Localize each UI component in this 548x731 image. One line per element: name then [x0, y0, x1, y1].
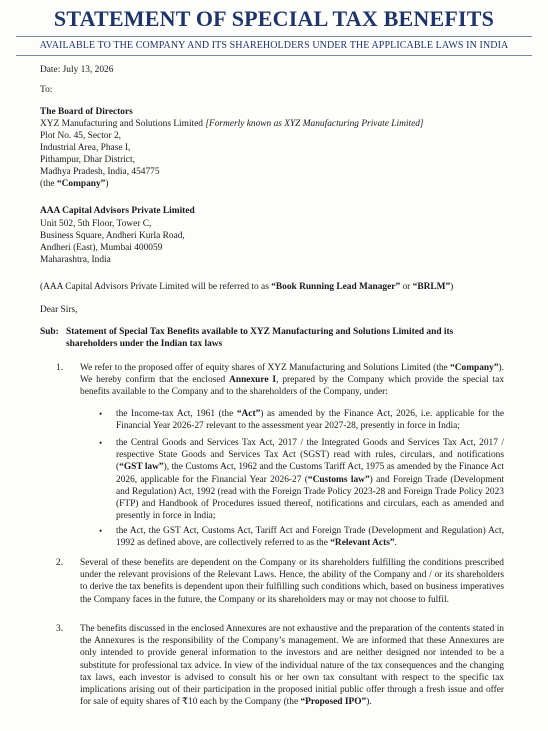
brlm-address-line: Maharashtra, India: [40, 255, 111, 265]
paragraph-number: 3.: [56, 624, 64, 634]
defined-term: “GST law”: [119, 462, 164, 473]
paragraph-3: The benefits discussed in the enclosed Annexures are not exhaustive and the preparation of the contents stated in the Annexures is the responsibility of the Company’s management. We are informed that these Annexures are only intended to provide general information to the investors and are neither designed nor intended to be a substitute for professional tax advice. In view of the individual nature of the tax consequences and the changing tax laws, each investor is advised to consult his or her own tax consultant with respect to the specific tax implications arising out of their participation in the proposed initial public offer through a fresh issue and offer for sale of equity shares of ₹10 each by the Company (the “Proposed IPO”).: [80, 624, 504, 708]
paragraph-1: We refer to the proposed offer of equity shares of XYZ Manufacturing and Solutions Limited (the “Company”). We hereby confirm that the enclosed Annexure I, prepared by the Company which provide the special tax benefits available to the Company and to the shareholders of the Company, under:: [80, 363, 505, 398]
bullet-marker: •: [99, 438, 103, 448]
letter-date: Date: July 13, 2026: [40, 65, 114, 75]
document-title: STATEMENT OF SPECIAL TAX BENEFITS: [53, 6, 495, 31]
defined-term: “Act”: [236, 409, 261, 419]
defined-term: “Proposed IPO”: [300, 697, 367, 708]
brlm-address-line: Andheri (East), Mumbai 400059: [40, 243, 163, 253]
defined-term: “Relevant Acts”: [330, 538, 395, 549]
defined-term: Annexure I: [229, 375, 277, 386]
addressee-address-line: Plot No. 45, Sector 2,: [40, 131, 121, 141]
addressee-heading: The Board of Directors: [40, 107, 133, 117]
addressee-address-line: Industrial Area, Phase I,: [40, 143, 131, 153]
company-definition: (the “Company”): [40, 179, 109, 189]
title-divider-bottom: [16, 55, 532, 56]
paragraph-number: 2.: [56, 558, 64, 568]
subject-label: Sub:: [40, 327, 59, 337]
brlm-address-line: Business Square, Andheri Kurla Road,: [40, 231, 185, 241]
document-subtitle: AVAILABLE TO THE COMPANY AND ITS SHAREHOLDERS UNDER THE APPLICABLE LAWS IN INDIA: [39, 40, 509, 51]
paragraph-2: Several of these benefits are dependent on the Company or its shareholders fulfilling the conditions prescribed under the relevant provisions of the Relevant Laws. Hence, the ability of the Company and / or its shareholders to derive the tax benefits is dependent upon their fulfilling such conditions which, based on business imperatives the Company faces in the future, the Company or its shareholders may or may not choose to fulfil.: [80, 558, 504, 605]
salutation: Dear Sirs,: [40, 305, 78, 315]
brlm-address-line: Unit 502, 5th Floor, Tower C,: [40, 219, 152, 229]
defined-term: “Company”: [450, 363, 499, 373]
brlm-definition: (AAA Capital Advisors Private Limited will be referred to as “Book Running Lead Manager” or “BRLM”): [40, 282, 454, 292]
defined-term: “Customs law”: [307, 474, 370, 485]
paragraph-number: 1.: [56, 363, 64, 373]
defined-term: “Book Running Lead Manager”: [271, 282, 401, 292]
addressee-formerly-known: [Formerly known as XYZ Manufacturing Private Limited]: [205, 119, 424, 129]
addressee-company-line: [40, 118, 424, 130]
defined-term: “Company”: [56, 179, 106, 189]
bullet-marker: •: [99, 409, 103, 419]
addressee-company-name: XYZ Manufacturing and Solutions Limited: [40, 119, 206, 129]
bullet-item-3: the Act, the GST Act, Customs Act, Tariff Act and Foreign Trade (Development and Regulation) Act, 1992 as defined above, are collectively referred to as the “Relevant Acts”.: [116, 526, 504, 549]
letter-to: To:: [40, 85, 53, 95]
subject-line: shareholders under the Indian tax laws: [66, 339, 223, 349]
addressee-address-line: Pithampur, Dhar District,: [40, 155, 135, 165]
bullet-item-1: the Income-tax Act, 1961 (the “Act”) as amended by the Finance Act, 2026, i.e. applicable for the Financial Year 2026-27 relevant to the assessment year 2027-28, presently in force in India;: [116, 409, 504, 432]
addressee-address-line: Madhya Pradesh, India, 454775: [40, 167, 160, 177]
brlm-heading: AAA Capital Advisors Private Limited: [40, 206, 195, 216]
bullet-item-2: the Central Goods and Services Tax Act, 2017 / the Integrated Goods and Services Tax Act, 2017 / respective State Goods and Services Tax Act (SGST) read with rules, circulars, and notifications (“GST law”), the Customs Act, 1962 and the Customs Tariff Act, 1975 as amended by the Finance Act 2026, applicable for the Financial Year 2026-27 (“Customs law”) and Foreign Trade (Development and Regulation) Act, 1992 (read with the Foreign Trade Policy 2023-28 and Foreign Trade Policy 2023 (FTP) and Handbook of Procedures issued thereof, notifications and circulars, each as amended and presently in force in India;: [116, 438, 505, 522]
title-divider-top: [16, 36, 532, 37]
defined-term: “BRLM”: [412, 282, 451, 292]
bullet-marker: •: [99, 526, 103, 536]
subject-line: Statement of Special Tax Benefits available to XYZ Manufacturing and Solutions Limited and its: [66, 327, 454, 337]
